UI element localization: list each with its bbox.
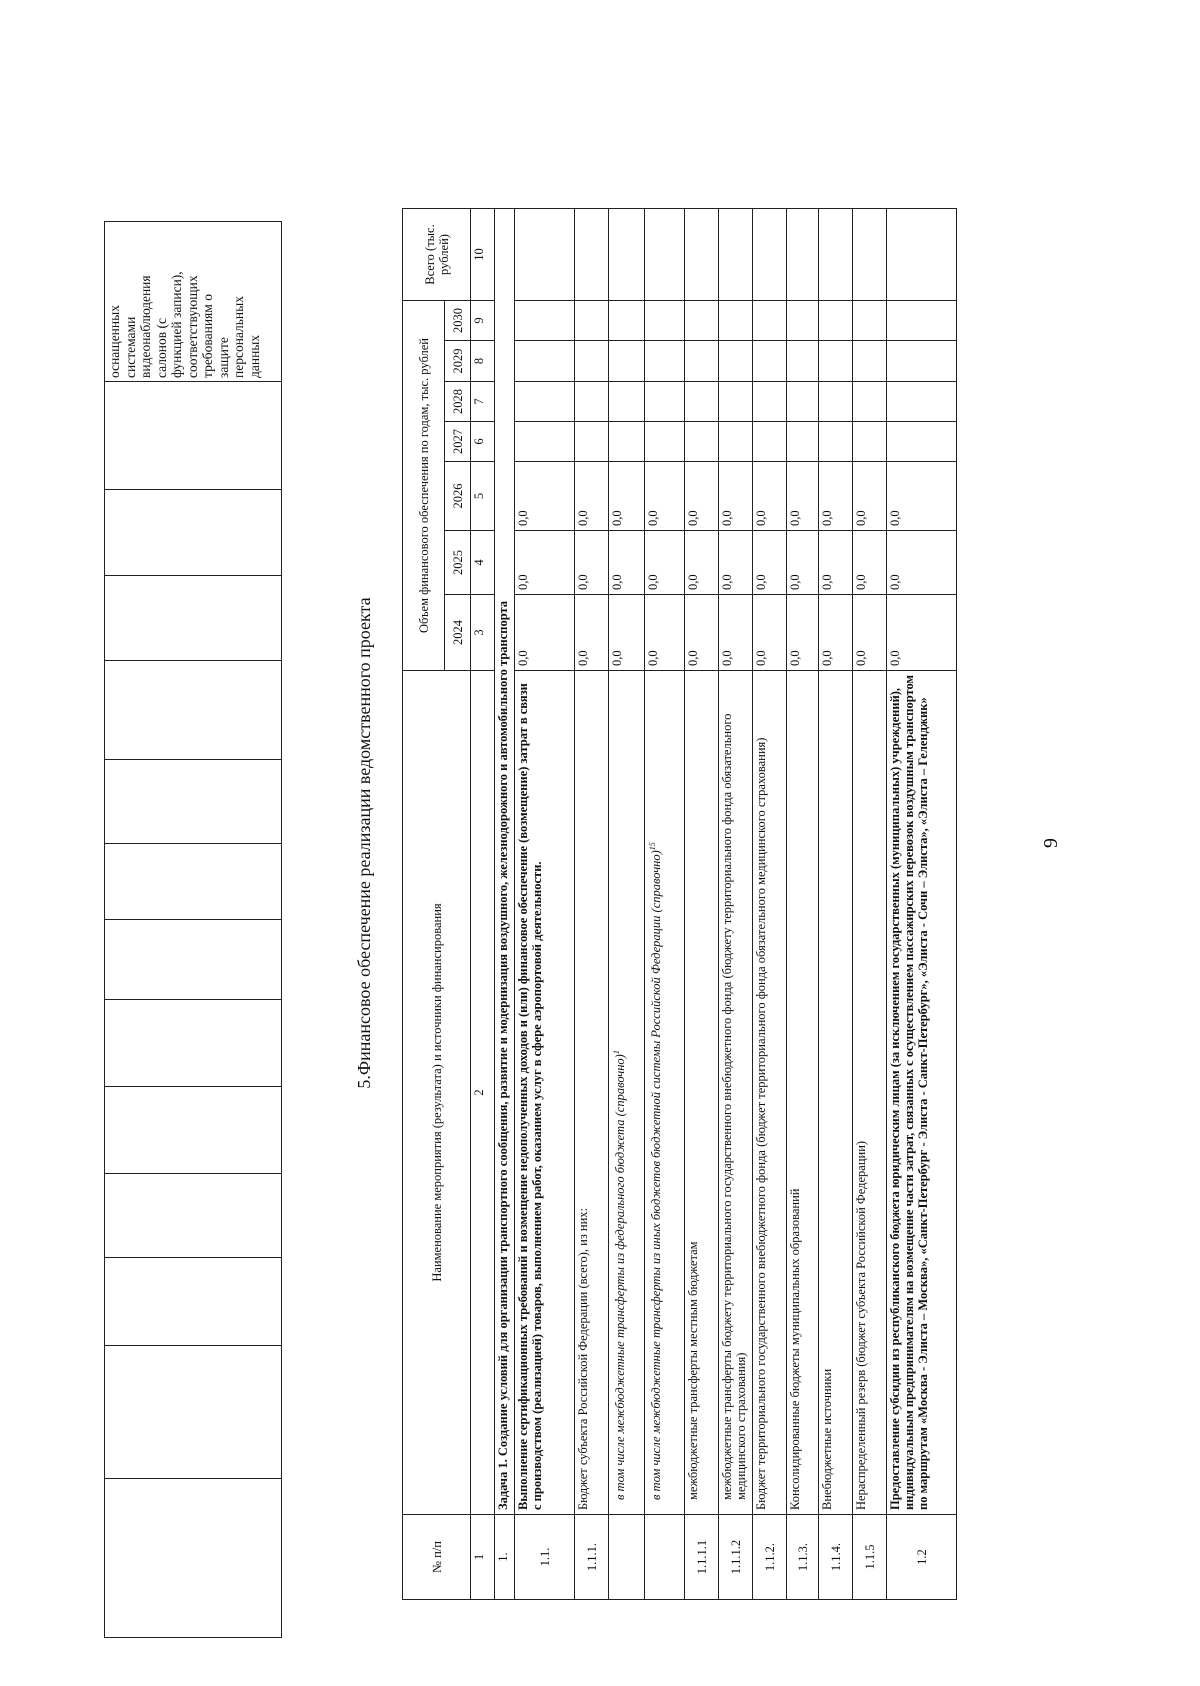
col-number: 3 bbox=[471, 595, 495, 671]
note-line: требованиям о bbox=[200, 294, 215, 378]
value-2027 bbox=[819, 422, 853, 462]
value-2030 bbox=[853, 301, 887, 341]
value-2026: 0,0 bbox=[609, 462, 645, 531]
value-2027 bbox=[719, 422, 753, 462]
value-2025: 0,0 bbox=[787, 531, 819, 595]
value-total bbox=[787, 209, 819, 301]
value-total bbox=[887, 209, 957, 301]
header-year: 2027 bbox=[445, 422, 471, 462]
row-num: 1.1.3. bbox=[787, 1515, 819, 1600]
value-2026: 0,0 bbox=[685, 462, 719, 531]
value-2030 bbox=[515, 301, 575, 341]
value-2028 bbox=[515, 382, 575, 422]
value-2030 bbox=[719, 301, 753, 341]
value-2028 bbox=[685, 382, 719, 422]
value-2029 bbox=[887, 341, 957, 382]
value-2026: 0,0 bbox=[719, 462, 753, 531]
col-number: 7 bbox=[471, 382, 495, 422]
value-2026: 0,0 bbox=[515, 462, 575, 531]
value-2028 bbox=[787, 382, 819, 422]
header-year: 2030 bbox=[445, 301, 471, 341]
value-2027 bbox=[787, 422, 819, 462]
value-2030 bbox=[575, 301, 609, 341]
header-volume: Объем финансового обеспечения по годам, тыс. рублей bbox=[403, 301, 445, 671]
note-line: видеонаблюдения bbox=[138, 275, 153, 378]
value-2025: 0,0 bbox=[719, 531, 753, 595]
value-total bbox=[719, 209, 753, 301]
value-2025: 0,0 bbox=[609, 531, 645, 595]
col-number: 2 bbox=[471, 671, 495, 1515]
value-2027 bbox=[685, 422, 719, 462]
value-2029 bbox=[515, 341, 575, 382]
value-2024: 0,0 bbox=[645, 595, 685, 671]
value-2025: 0,0 bbox=[645, 531, 685, 595]
row-num: 1.1.1.2 bbox=[719, 1515, 753, 1600]
value-2024: 0,0 bbox=[719, 595, 753, 671]
col-number: 9 bbox=[471, 301, 495, 341]
row-text: Выполнение сертификационных требований и возмещение недополученных доходов и (или) финансовое обеспечение (возмещение) затрат в связи с производством (реализацией) товаров, выполнением работ, оказанием услуг в сфере аэропортовой деятельности. bbox=[515, 671, 575, 1515]
value-2024: 0,0 bbox=[515, 595, 575, 671]
value-2024: 0,0 bbox=[685, 595, 719, 671]
row-num: 1.1.1.1 bbox=[685, 1515, 719, 1600]
value-total bbox=[819, 209, 853, 301]
header-num: № п/п bbox=[403, 1515, 471, 1600]
value-2025: 0,0 bbox=[853, 531, 887, 595]
value-2025: 0,0 bbox=[819, 531, 853, 595]
note-line: персональных bbox=[231, 296, 246, 378]
value-total bbox=[685, 209, 719, 301]
value-2024: 0,0 bbox=[787, 595, 819, 671]
financing-table bbox=[402, 208, 957, 1600]
header-year: 2024 bbox=[445, 595, 471, 671]
empty-cell bbox=[105, 1346, 282, 1479]
value-2029 bbox=[819, 341, 853, 382]
row-text: межбюджетные трансферты местным бюджетам bbox=[685, 671, 719, 1515]
value-2028 bbox=[575, 382, 609, 422]
value-2030 bbox=[753, 301, 787, 341]
footnote-ref: 1 bbox=[612, 1050, 621, 1055]
row-text: Нераспределенный резерв (бюджет субъекта Российской Федерации) bbox=[853, 671, 887, 1515]
value-2029 bbox=[645, 341, 685, 382]
value-2030 bbox=[787, 301, 819, 341]
empty-cell bbox=[105, 490, 282, 576]
row-num: 1.2 bbox=[887, 1515, 957, 1600]
col-number: 6 bbox=[471, 422, 495, 462]
value-2025: 0,0 bbox=[515, 531, 575, 595]
note-line: данных bbox=[246, 334, 262, 378]
row-num: 1.1.4. bbox=[819, 1515, 853, 1600]
value-2027 bbox=[645, 422, 685, 462]
header-total: Всего (тыс. рублей) bbox=[403, 209, 471, 301]
value-2026: 0,0 bbox=[887, 462, 957, 531]
empty-cell bbox=[105, 661, 282, 760]
value-total bbox=[645, 209, 685, 301]
row-num bbox=[609, 1515, 645, 1600]
note-line: системами bbox=[122, 316, 138, 378]
value-2028 bbox=[753, 382, 787, 422]
continuation-table bbox=[104, 221, 282, 1638]
header-year: 2026 bbox=[445, 462, 471, 531]
col-number: 5 bbox=[471, 462, 495, 531]
row-text: Предоставление субсидии из республиканского бюджета юридическим лицам (за исключением государственных (муниципальных) учреждений), индивидуальным предпринимателям на возмещение части затрат, связанных с осуществлением пассажирских перевозок воздушным транспортом по маршрутам «Москва - Элиста – Москва», «Санкт-Петербург - Элиста - Санкт-Петербург», «Элиста - Сочи – Элиста», «Элиста – Геленджик» bbox=[887, 671, 957, 1515]
value-2029 bbox=[685, 341, 719, 382]
value-total bbox=[753, 209, 787, 301]
value-2024: 0,0 bbox=[853, 595, 887, 671]
value-2030 bbox=[819, 301, 853, 341]
col-number: 8 bbox=[471, 341, 495, 382]
empty-cell bbox=[105, 382, 282, 490]
value-2028 bbox=[645, 382, 685, 422]
value-2025: 0,0 bbox=[575, 531, 609, 595]
note-line: функцией записи), bbox=[169, 271, 184, 378]
value-total bbox=[515, 209, 575, 301]
value-2024: 0,0 bbox=[819, 595, 853, 671]
value-2027 bbox=[575, 422, 609, 462]
value-2028 bbox=[609, 382, 645, 422]
value-2026: 0,0 bbox=[575, 462, 609, 531]
value-2027 bbox=[887, 422, 957, 462]
empty-cell bbox=[105, 1000, 282, 1087]
note-line: соответствующих bbox=[184, 275, 200, 378]
value-2025: 0,0 bbox=[753, 531, 787, 595]
row-text bbox=[645, 671, 685, 1515]
row-num bbox=[645, 1515, 685, 1600]
value-2029 bbox=[787, 341, 819, 382]
value-2024: 0,0 bbox=[575, 595, 609, 671]
header-year: 2025 bbox=[445, 531, 471, 595]
row-text: Внебюджетные источники bbox=[819, 671, 853, 1515]
value-2027 bbox=[853, 422, 887, 462]
value-2030 bbox=[645, 301, 685, 341]
note-line: защите bbox=[215, 337, 231, 378]
value-2029 bbox=[609, 341, 645, 382]
top-note bbox=[105, 222, 264, 381]
value-2029 bbox=[753, 341, 787, 382]
value-2026: 0,0 bbox=[853, 462, 887, 531]
empty-cell bbox=[105, 1479, 282, 1638]
value-2029 bbox=[575, 341, 609, 382]
top-note-cell bbox=[105, 222, 282, 382]
value-2029 bbox=[719, 341, 753, 382]
value-2026: 0,0 bbox=[753, 462, 787, 531]
value-total bbox=[609, 209, 645, 301]
value-2026: 0,0 bbox=[787, 462, 819, 531]
value-2028 bbox=[853, 382, 887, 422]
row-num: 1.1. bbox=[515, 1515, 575, 1600]
col-number: 4 bbox=[471, 531, 495, 595]
note-line: оснащенных bbox=[107, 305, 122, 378]
value-2025: 0,0 bbox=[685, 531, 719, 595]
header-name: Наименование мероприятия (результата) и источники финансирования bbox=[403, 671, 471, 1515]
row-text: Бюджет территориального государственного внебюджетного фонда (бюджет территориального фонда обязательного медицинского страхования) bbox=[753, 671, 787, 1515]
value-2026: 0,0 bbox=[645, 462, 685, 531]
empty-cell bbox=[105, 760, 282, 844]
empty-cell bbox=[105, 1087, 282, 1174]
col-number: 10 bbox=[471, 209, 495, 301]
empty-cell bbox=[105, 844, 282, 920]
value-total bbox=[853, 209, 887, 301]
value-2030 bbox=[887, 301, 957, 341]
empty-cell bbox=[105, 576, 282, 661]
value-2028 bbox=[819, 382, 853, 422]
value-2028 bbox=[719, 382, 753, 422]
value-2027 bbox=[753, 422, 787, 462]
row-text-body: в том числе межбюджетные трансферты из федерального бюджета (справочно) bbox=[613, 1054, 628, 1500]
col-number: 1 bbox=[471, 1515, 495, 1600]
empty-cell bbox=[105, 1174, 282, 1258]
page-number: 9 bbox=[1040, 838, 1062, 848]
row-text-body: в том числе межбюджетные трансферты из иных бюджетов бюджетной системы Российской Федерации (справочно) bbox=[649, 850, 664, 1500]
value-2025: 0,0 bbox=[887, 531, 957, 595]
value-2030 bbox=[685, 301, 719, 341]
empty-cell bbox=[105, 1258, 282, 1346]
value-total bbox=[575, 209, 609, 301]
row-num: 1.1.5 bbox=[853, 1515, 887, 1600]
value-2027 bbox=[515, 422, 575, 462]
value-2030 bbox=[609, 301, 645, 341]
task-num: 1. bbox=[495, 1515, 515, 1600]
row-num: 1.1.1. bbox=[575, 1515, 609, 1600]
footnote-ref: 15 bbox=[648, 842, 657, 851]
value-2029 bbox=[853, 341, 887, 382]
value-2027 bbox=[609, 422, 645, 462]
header-year: 2028 bbox=[445, 382, 471, 422]
value-2024: 0,0 bbox=[609, 595, 645, 671]
row-text: Бюджет субъекта Российской Федерации (всего), из них: bbox=[575, 671, 609, 1515]
value-2026: 0,0 bbox=[819, 462, 853, 531]
note-line: салонов (с bbox=[153, 318, 169, 378]
section-title: 5.Финансовое обеспечение реализации ведомственного проекта bbox=[354, 597, 374, 1089]
row-num: 1.1.2. bbox=[753, 1515, 787, 1600]
row-text bbox=[609, 671, 645, 1515]
header-year: 2029 bbox=[445, 341, 471, 382]
value-2024: 0,0 bbox=[753, 595, 787, 671]
task-text: Задача 1. Создание условий для организации транспортного сообщения, развитие и модернизация воздушного, железнодорожного и автомобильного транспорта bbox=[495, 209, 515, 1515]
empty-cell bbox=[105, 920, 282, 1000]
value-2024: 0,0 bbox=[887, 595, 957, 671]
row-text: межбюджетные трансферты бюджету территориального государственного внебюджетного фонда (бюджету территориального фонда обязательного медицинского страхования) bbox=[719, 671, 753, 1515]
row-text: Консолидированные бюджеты муниципальных образований bbox=[787, 671, 819, 1515]
value-2028 bbox=[887, 382, 957, 422]
